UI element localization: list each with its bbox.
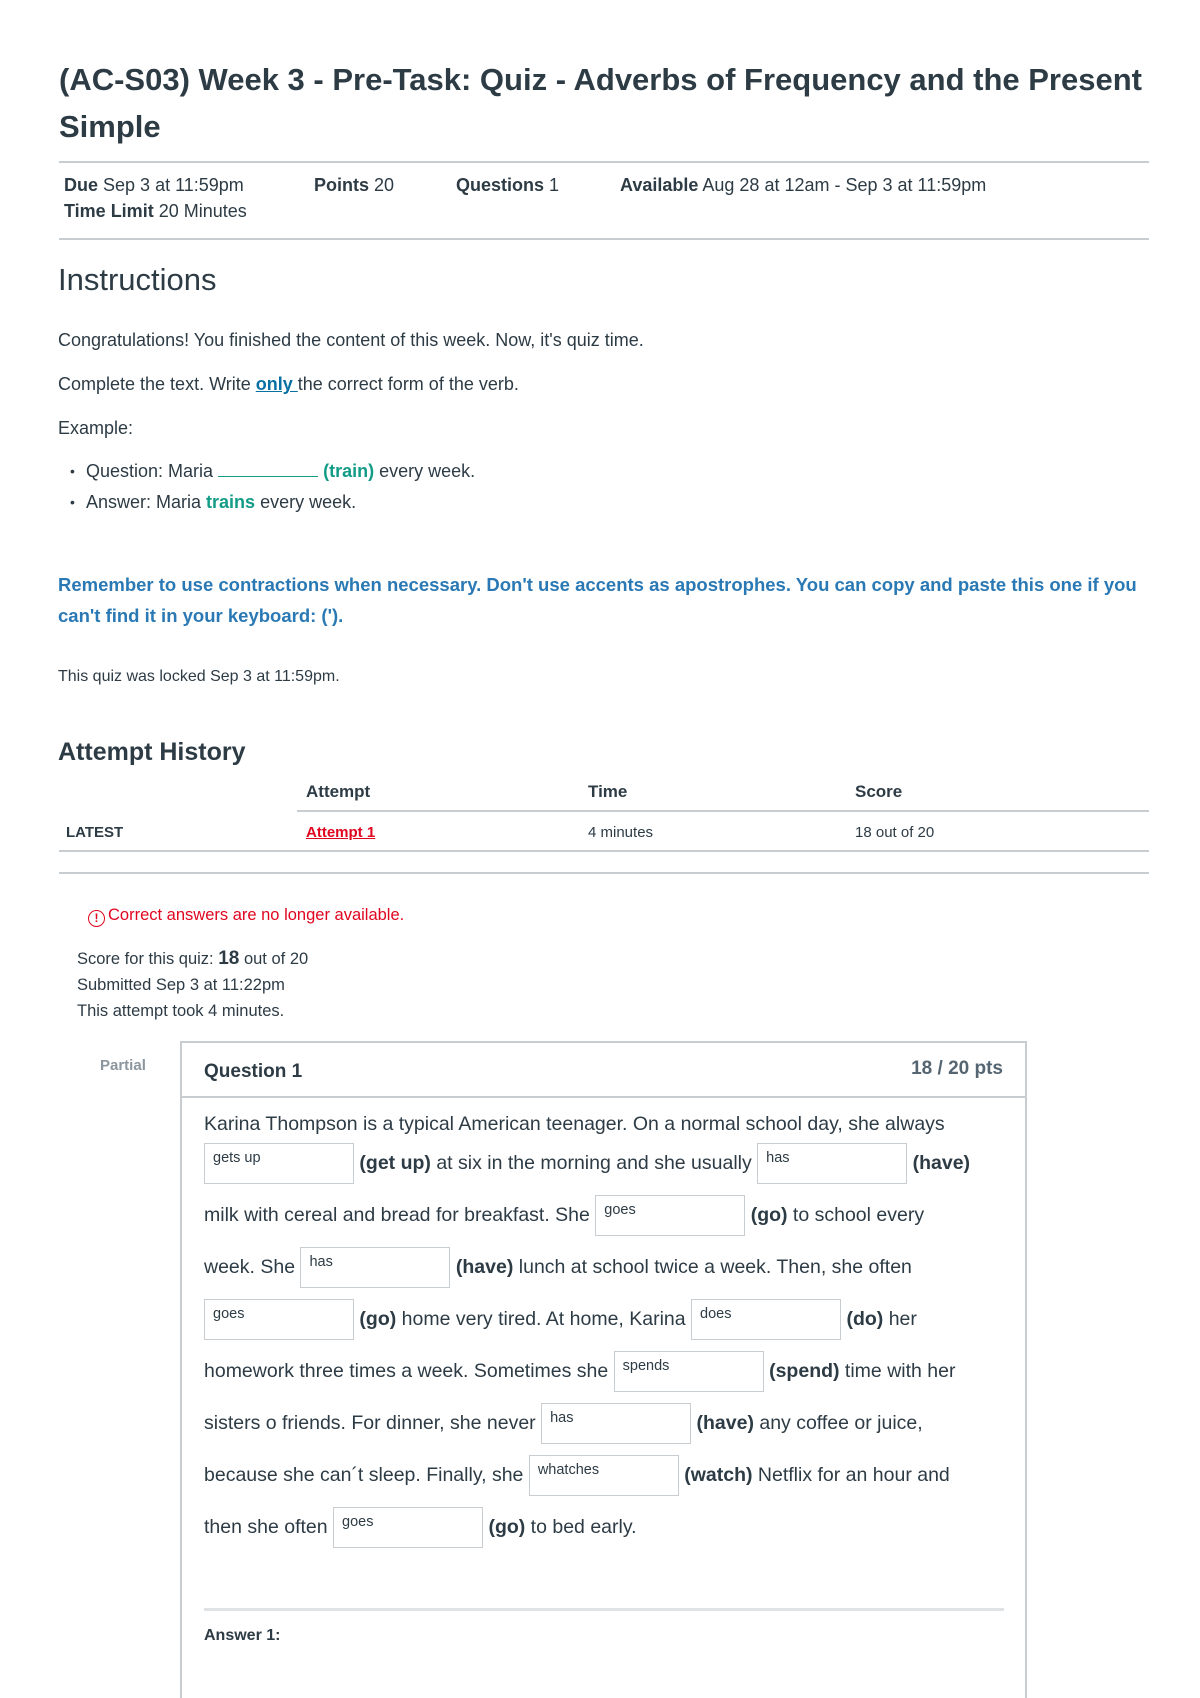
partial-credit-label: Partial xyxy=(100,1057,146,1074)
blank-line xyxy=(218,461,318,477)
question-line: Karina Thompson is a typical American teenager. On a normal school day, she always xyxy=(204,1113,945,1135)
divider xyxy=(59,238,1149,240)
points-label: Points xyxy=(314,175,370,195)
answer-field[interactable]: goes xyxy=(595,1195,745,1236)
example-answer-verb: trains xyxy=(206,492,256,512)
quiz-meta xyxy=(64,172,1144,224)
questions-label: Questions xyxy=(456,175,545,195)
locked-message: This quiz was locked Sep 3 at 11:59pm. xyxy=(58,668,340,685)
question-points: 18 / 20 pts xyxy=(911,1058,1003,1079)
questions-value: 1 xyxy=(549,175,560,195)
col-attempt: Attempt xyxy=(306,782,371,801)
header-divider xyxy=(297,810,1149,812)
duration-line: This attempt took 4 minutes. xyxy=(77,1002,285,1020)
points-value: 20 xyxy=(374,175,395,195)
question-line: then she often goes (go) to bed early. xyxy=(204,1506,637,1548)
due-value: Sep 3 at 11:59pm xyxy=(103,175,244,195)
question-line: milk with cereal and bread for breakfast. She goes (go) to school every xyxy=(204,1194,924,1236)
attempt-time: 4 minutes xyxy=(588,824,654,841)
instructions-line-1: Congratulations! You finished the content of this week. Now, it's quiz time. xyxy=(58,330,644,350)
question-line: week. She has (have) lunch at school twice a week. Then, she often xyxy=(204,1246,912,1288)
example-question: • Question: Maria (train) every week. xyxy=(70,458,475,489)
warning-icon: ! xyxy=(88,910,105,927)
col-time: Time xyxy=(588,782,628,801)
example-list xyxy=(70,458,475,520)
answer-field[interactable]: gets up xyxy=(204,1143,354,1184)
example-verb: (train) xyxy=(323,461,375,481)
col-score: Score xyxy=(855,782,903,801)
answer-field[interactable]: spends xyxy=(614,1351,764,1392)
available-value: Aug 28 at 12am - Sep 3 at 11:59pm xyxy=(702,175,987,195)
divider xyxy=(59,872,1149,874)
answer-field[interactable]: goes xyxy=(204,1299,354,1340)
instructions-line-2 xyxy=(58,374,519,395)
contractions-note: Remember to use contractions when necessary. Don't use accents as apostrophes. You can copy and paste this one if you can't find it in your keyboard: ('). xyxy=(58,574,1137,626)
score-line: Score for this quiz: 18 out of 20 xyxy=(77,948,309,969)
question-card xyxy=(180,1041,1027,1698)
question-line: homework three times a week. Sometimes she spends (spend) time with her xyxy=(204,1350,955,1392)
instructions-text: Complete the text. Write xyxy=(58,374,256,394)
answer-field[interactable]: whatches xyxy=(529,1455,679,1496)
divider xyxy=(59,161,1149,163)
question-line: goes (go) home very tired. At home, Karina does (do) her xyxy=(204,1298,917,1340)
answer-field[interactable]: has xyxy=(300,1247,450,1288)
answer-field[interactable]: does xyxy=(691,1299,841,1340)
answers-unavailable-warning: ! Correct answers are no longer available. xyxy=(88,906,404,927)
only-link[interactable]: only xyxy=(255,374,298,394)
instructions-heading: Instructions xyxy=(58,262,217,297)
row-latest-label: LATEST xyxy=(66,824,124,841)
quiz-title: (AC-S03) Week 3 - Pre-Task: Quiz - Adverbs of Frequency and the Present Simple xyxy=(59,62,1142,144)
question-title: Question 1 xyxy=(204,1061,303,1082)
score-value: 18 xyxy=(218,948,240,969)
answer-divider xyxy=(204,1608,1004,1611)
answer-field[interactable]: has xyxy=(541,1403,691,1444)
time-limit-value: 20 Minutes xyxy=(158,201,247,221)
answer-1-label: Answer 1: xyxy=(204,1627,281,1644)
attempt-history-heading: Attempt History xyxy=(58,738,246,766)
question-line: sisters o friends. For dinner, she never has (have) any coffee or juice, xyxy=(204,1402,923,1444)
question-header xyxy=(182,1043,1025,1098)
question-line: gets up (get up) at six in the morning and she usually has (have) xyxy=(204,1142,970,1184)
attempt-score: 18 out of 20 xyxy=(855,824,935,841)
example-answer: • Answer: Maria trains every week. xyxy=(70,489,475,520)
answer-field[interactable]: goes xyxy=(333,1507,483,1548)
instructions-text: the correct form of the verb. xyxy=(297,374,519,394)
example-label: Example: xyxy=(58,418,134,438)
time-limit-label: Time Limit xyxy=(64,201,154,221)
score-summary xyxy=(77,946,308,1024)
submitted-line: Submitted Sep 3 at 11:22pm xyxy=(77,976,285,994)
question-line: because she can´t sleep. Finally, she whatches (watch) Netflix for an hour and xyxy=(204,1454,950,1496)
answer-field[interactable]: has xyxy=(757,1143,907,1184)
row-divider xyxy=(59,850,1149,852)
due-label: Due xyxy=(64,175,99,195)
attempt-1-link[interactable]: Attempt 1 xyxy=(306,824,376,841)
available-label: Available xyxy=(620,175,699,195)
